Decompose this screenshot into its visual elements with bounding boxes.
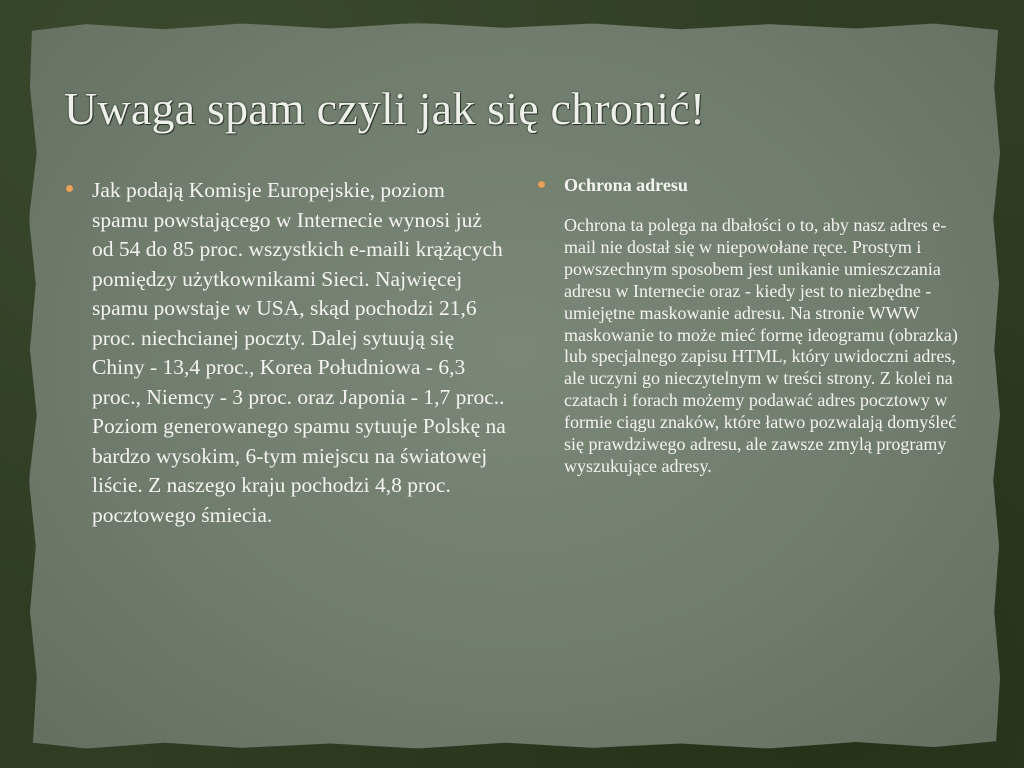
left-column — [66, 176, 506, 530]
slide-title: Uwaga spam czyli jak się chronić! — [64, 83, 706, 134]
left-bullet-text: Jak podają Komisje Europejskie, poziom spamu powstającego w Internecie wynosi już od 54 do 85 proc. wszystkich e-maili krążących pomiędzy użytkownikami Sieci. Najwięcej spamu powstaje w USA, skąd pochodzi 21,6 proc. niechcianej poczty. Dalej sytuują się Chiny - 13,4 proc., Korea Południowa - 6,3 proc., Niemcy - 3 proc. oraz Japonia - 1,7 proc.. Poziom generowanego spamu sytuuje Polskę na bardzo wysokim, 6-tym miejscu na światowej liście. Z naszego kraju pochodzi 4,8 proc. pocztowego śmiecia. — [92, 178, 506, 527]
right-column — [538, 173, 968, 478]
right-bullet-item — [538, 173, 968, 197]
right-bullet-paragraph: Ochrona ta polega na dbałości o to, aby nasz adres e-mail nie dostał się w niepowołane ręce. Prostym i powszechnym sposobem jest unikanie umieszczania adresu w Internecie oraz - kiedy jest to niezbędne - umiejętne maskowanie adresu. Na stronie WWW maskowanie to może mieć formę ideogramu (obrazka) lub specjalnego zapisu HTML, który uwidoczni adres, ale uczyni go nieczytelnym w treści strony. Z kolei na czatach i forach możemy podawać adres pocztowy w formie ciągu znaków, które łatwo pozwalają domyśleć się prawdziwego adresu, ale zawsze zmylą programy wyszukujące adresy. — [564, 215, 958, 476]
right-bullet-heading: Ochrona adresu — [564, 175, 688, 195]
left-bullet-item — [66, 176, 506, 530]
